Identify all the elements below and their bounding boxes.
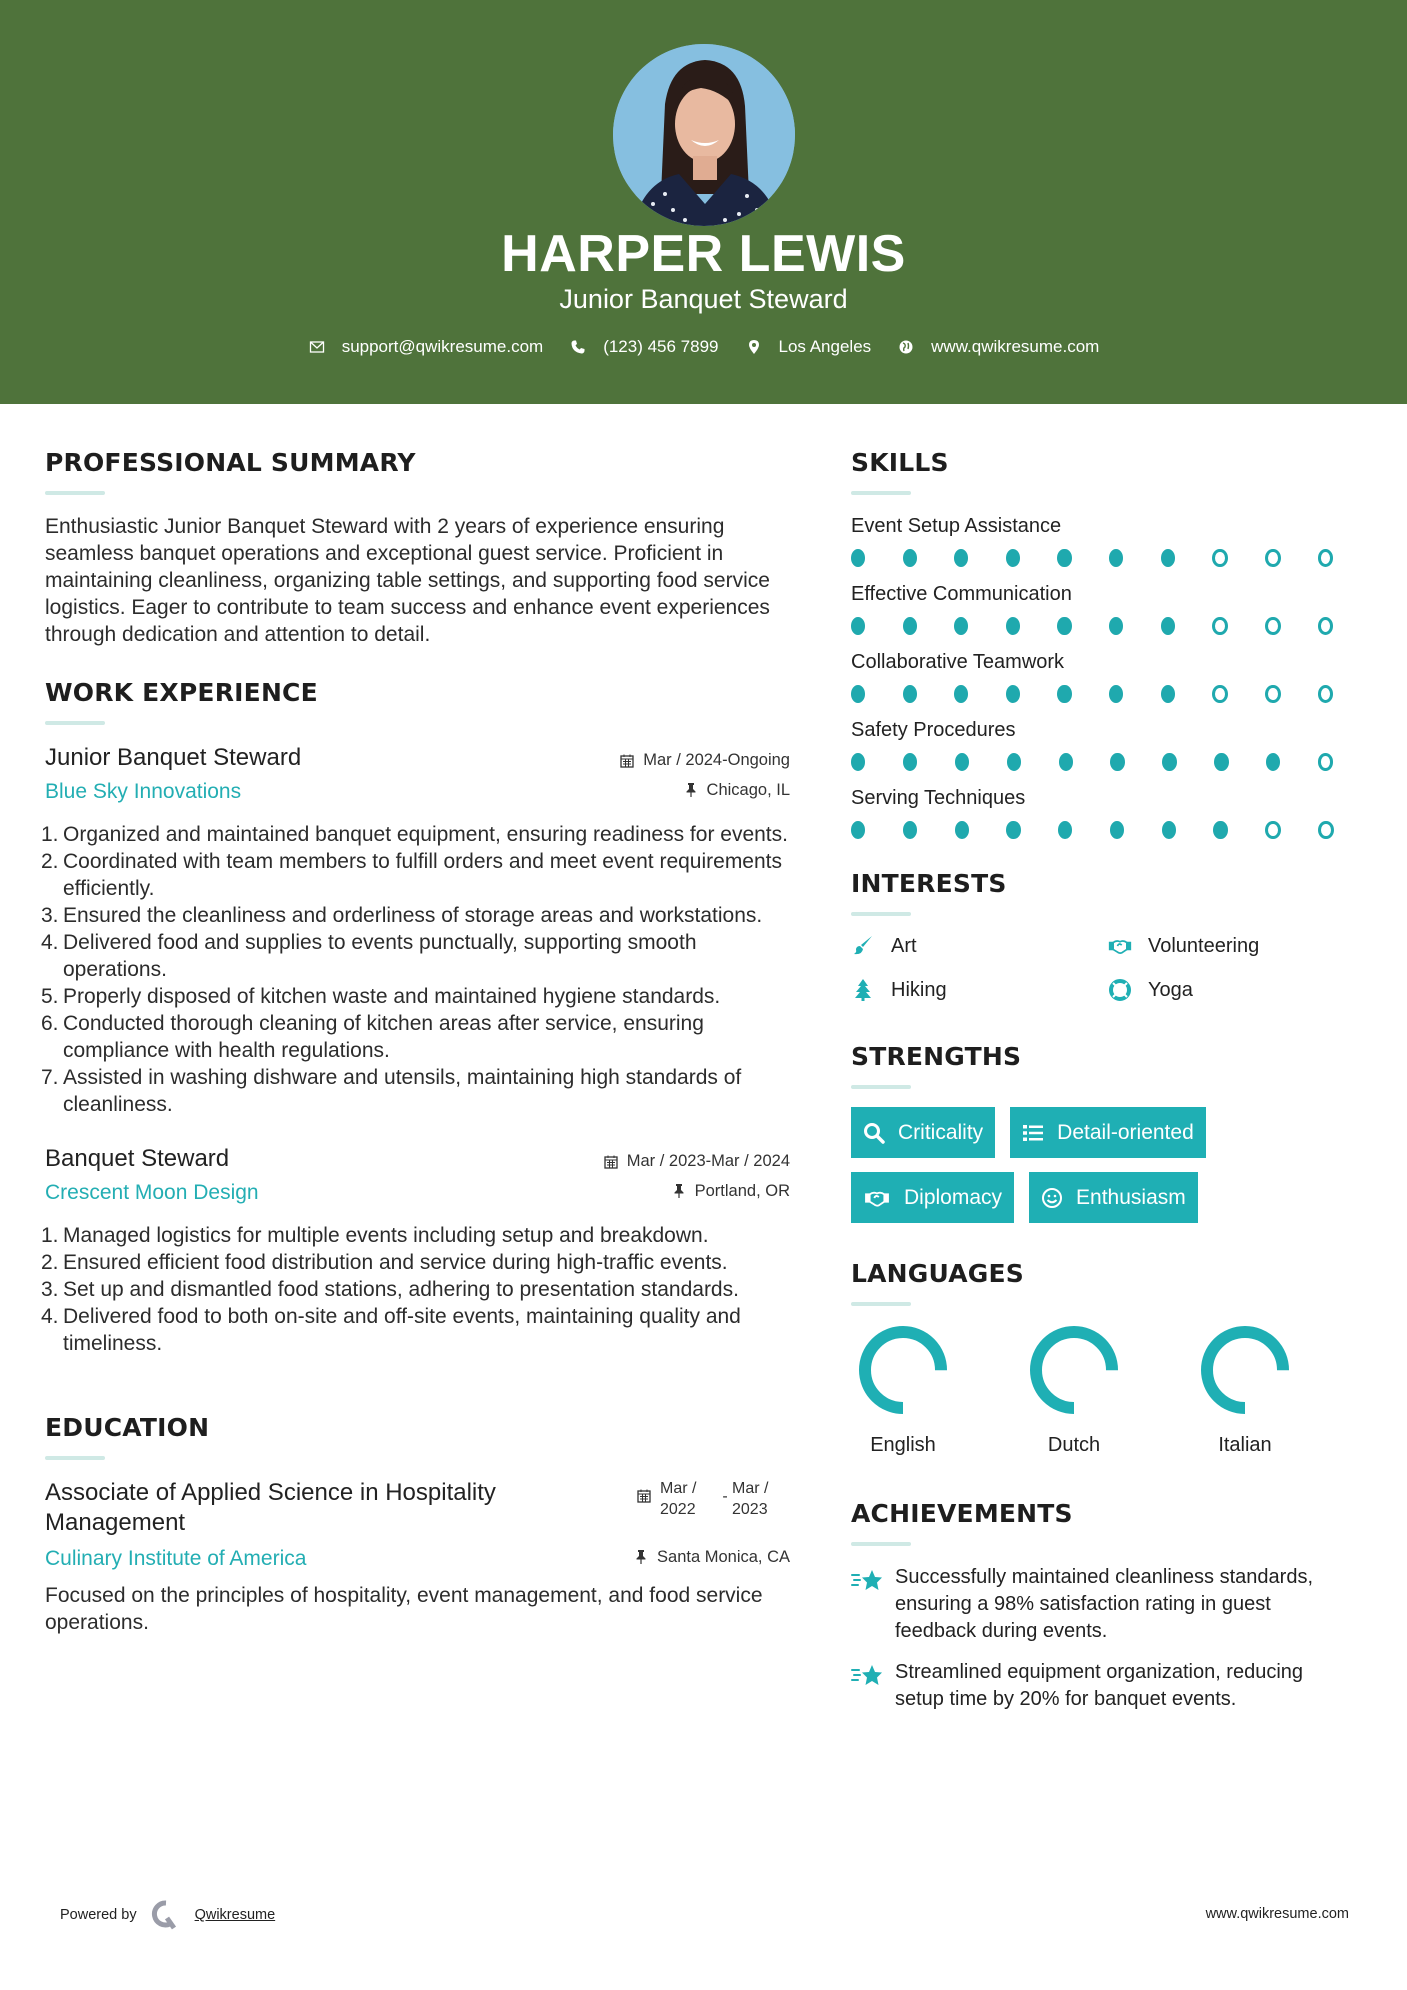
skills-section [851, 448, 1371, 839]
shooting-star-icon [851, 1564, 895, 1645]
pushpin-icon [671, 1183, 687, 1199]
filled-dot-icon [1006, 821, 1020, 839]
life-ring-icon [1108, 978, 1134, 1002]
right-column [851, 448, 1371, 1727]
skill-rating [851, 821, 1371, 839]
bullet-item: 3. Set up and dismantled food stations, adhering to presentation standards. [41, 1278, 739, 1301]
filled-dot-icon [851, 821, 865, 839]
shooting-star-icon [851, 1659, 895, 1713]
skill-name: Collaborative Teamwork [851, 651, 1065, 673]
filled-dot-icon [903, 685, 917, 703]
skill-item [851, 581, 1371, 635]
strength-chip: Enthusiasm [1029, 1172, 1198, 1223]
education-location: Santa Monica, CA [633, 1548, 790, 1567]
resume-header [0, 0, 1407, 404]
filled-dot-icon [903, 753, 917, 771]
empty-dot-icon [1318, 685, 1333, 703]
powered-by: Powered by Qwikresume [60, 1900, 275, 1930]
candidate-name: HARPER LEWIS [501, 225, 906, 283]
empty-dot-icon [1265, 685, 1280, 703]
interest-item: Yoga [1108, 978, 1358, 1002]
section-rule [45, 1456, 105, 1460]
section-heading: EDUCATION [45, 1413, 210, 1442]
filled-dot-icon [1006, 549, 1020, 567]
filled-dot-icon [954, 549, 968, 567]
job-entry [41, 743, 790, 1118]
bullet-item: 7. Assisted in washing dishware and utensils, maintaining high standards of cleanliness. [41, 1066, 742, 1116]
section-rule [45, 491, 105, 495]
filled-dot-icon [1058, 821, 1072, 839]
bullet-item: 2. Coordinated with team members to fulfill orders and meet event requirements efficiently. [41, 850, 783, 900]
education-dates: Mar / 2022 - Mar / 2023 [636, 1478, 790, 1520]
bullet-item: 1. Organized and maintained banquet equipment, ensuring readiness for events. [41, 823, 788, 846]
contact-location-text: Los Angeles [778, 337, 872, 356]
filled-dot-icon [903, 549, 917, 567]
bullet-item: 5. Properly disposed of kitchen waste and maintained hygiene standards. [41, 985, 721, 1008]
filled-dot-icon [1161, 549, 1175, 567]
contact-phone-text: (123) 456 7899 [603, 337, 719, 356]
language-item [1193, 1324, 1364, 1457]
contact-email-text: support@qwikresume.com [341, 337, 544, 356]
empty-dot-icon [1265, 821, 1281, 839]
strengths-section [851, 1042, 1371, 1223]
calendar-icon [636, 1488, 652, 1504]
section-rule [851, 1302, 911, 1306]
filled-dot-icon [1109, 617, 1123, 635]
filled-dot-icon [1161, 617, 1175, 635]
job-title: Banquet Steward [45, 1145, 230, 1172]
filled-dot-icon [1214, 753, 1228, 771]
skill-item [851, 717, 1371, 771]
pushpin-icon [633, 1549, 649, 1565]
empty-dot-icon [1265, 617, 1280, 635]
filled-dot-icon [851, 685, 865, 703]
bullet-item: 1. Managed logistics for multiple events including setup and breakdown. [41, 1224, 709, 1247]
section-heading: PROFESSIONAL SUMMARY [45, 448, 416, 477]
search-icon [863, 1121, 887, 1145]
filled-dot-icon [1006, 685, 1020, 703]
profile-photo-image [613, 44, 795, 226]
filled-dot-icon [851, 617, 865, 635]
filled-dot-icon [954, 617, 968, 635]
interest-item: Hiking [851, 978, 1108, 1002]
qwikresume-link[interactable]: Qwikresume [194, 1907, 276, 1923]
tree-icon [851, 978, 877, 1002]
bullet-item: 4. Delivered food to both on-site and off-site events, maintaining quality and timeliness. [41, 1305, 741, 1355]
language-ring-icon [1028, 1324, 1120, 1416]
filled-dot-icon [1006, 617, 1020, 635]
job-bullets [41, 821, 790, 1118]
section-rule [851, 912, 911, 916]
filled-dot-icon [1007, 753, 1021, 771]
bullet-item: 4. Delivered food and supplies to events punctually, supporting smooth operations. [41, 931, 697, 981]
language-name: Dutch [1047, 1434, 1101, 1456]
skill-rating [851, 685, 1371, 703]
empty-dot-icon [1318, 617, 1333, 635]
filled-dot-icon [1057, 617, 1071, 635]
filled-dot-icon [851, 753, 865, 771]
languages-section [851, 1259, 1371, 1457]
filled-dot-icon [1266, 753, 1280, 771]
empty-dot-icon [1212, 685, 1227, 703]
strength-chip: Criticality [851, 1107, 995, 1158]
filled-dot-icon [1213, 821, 1227, 839]
calendar-icon [619, 753, 635, 769]
school-name: Culinary Institute of America [45, 1547, 307, 1570]
contact-website[interactable] [897, 337, 1099, 357]
filled-dot-icon [1110, 753, 1124, 771]
empty-dot-icon [1318, 549, 1333, 567]
skill-item [851, 785, 1371, 839]
filled-dot-icon [903, 821, 917, 839]
bullet-item: 2. Ensured efficient food distribution and service during high-traffic events. [41, 1251, 728, 1274]
filled-dot-icon [1162, 753, 1176, 771]
strength-chip: Diplomacy [851, 1172, 1014, 1223]
achievements-section [851, 1499, 1371, 1713]
section-rule [851, 1542, 911, 1546]
strength-chip: Detail-oriented [1010, 1107, 1206, 1158]
company-name: Blue Sky Innovations [45, 780, 242, 803]
skill-name: Event Setup Assistance [851, 515, 1062, 537]
list-icon [1022, 1121, 1046, 1145]
section-heading: INTERESTS [851, 869, 1007, 898]
map-marker-icon [745, 338, 763, 356]
filled-dot-icon [903, 617, 917, 635]
filled-dot-icon [1057, 549, 1071, 567]
language-name: Italian [1218, 1434, 1272, 1456]
contact-website-text: www.qwikresume.com [931, 337, 1100, 356]
language-item [1022, 1324, 1193, 1457]
language-name: English [870, 1434, 936, 1456]
skill-name: Serving Techniques [851, 787, 1026, 809]
filled-dot-icon [1057, 685, 1071, 703]
section-heading: WORK EXPERIENCE [45, 678, 318, 707]
section-rule [851, 491, 911, 495]
profile-photo [613, 44, 795, 226]
section-heading: STRENGTHS [851, 1042, 1022, 1071]
skills-list [851, 513, 1371, 839]
skill-rating [851, 549, 1371, 567]
smile-icon [1041, 1186, 1065, 1210]
section-rule [851, 1085, 911, 1089]
left-column [41, 448, 790, 1636]
job-dates: Mar / 2023-Mar / 2024 [603, 1152, 790, 1171]
empty-dot-icon [1212, 617, 1227, 635]
company-name: Crescent Moon Design [45, 1181, 259, 1204]
pushpin-icon [683, 782, 699, 798]
filled-dot-icon [1109, 549, 1123, 567]
filled-dot-icon [955, 821, 969, 839]
filled-dot-icon [1059, 753, 1073, 771]
languages-list [851, 1324, 1371, 1457]
education-description: Focused on the principles of hospitality, event management, and food service operations. [45, 1584, 763, 1634]
section-heading: ACHIEVEMENTS [851, 1499, 1073, 1528]
bullet-item: 3. Ensured the cleanliness and orderliness of storage areas and workstations. [41, 904, 763, 927]
contact-location [745, 337, 872, 357]
language-ring-icon [857, 1324, 949, 1416]
interest-item: Volunteering [1108, 934, 1358, 958]
language-item [851, 1324, 1022, 1457]
skill-item [851, 513, 1371, 567]
contact-email[interactable] [308, 337, 544, 357]
degree-title: Associate of Applied Science in Hospitality Management [45, 1479, 496, 1536]
experience-section [41, 678, 790, 1357]
handshake-icon [863, 1186, 893, 1210]
interests-section [851, 869, 1371, 1002]
filled-dot-icon [954, 685, 968, 703]
section-heading: SKILLS [851, 448, 949, 477]
qwikresume-logo-icon [151, 1900, 181, 1930]
contact-phone[interactable] [569, 337, 718, 357]
paintbrush-icon [851, 934, 877, 958]
filled-dot-icon [1110, 821, 1124, 839]
summary-text: Enthusiastic Junior Banquet Steward with 2 years of experience ensuring seamless banquet operations and exceptional guest service. Proficient in maintaining cleanliness, organizing table settings, and supporting food service logistics. Eager to contribute to team success and enhance event experiences through dedication and attention to detail. [45, 515, 770, 646]
phone-icon [569, 338, 587, 356]
empty-dot-icon [1265, 549, 1280, 567]
empty-dot-icon [1212, 549, 1227, 567]
skill-name: Effective Communication [851, 583, 1072, 605]
empty-dot-icon [1318, 821, 1334, 839]
envelope-icon [308, 338, 326, 356]
contact-bar [0, 337, 1407, 357]
summary-section [45, 448, 790, 648]
empty-dot-icon [1318, 753, 1334, 771]
job-bullets [41, 1222, 790, 1357]
skill-item [851, 649, 1371, 703]
interest-item: Art [851, 934, 1108, 958]
job-dates: Mar / 2024-Ongoing [619, 751, 790, 770]
skill-name: Safety Procedures [851, 719, 1016, 741]
skill-rating [851, 617, 1371, 635]
job-entry [41, 1144, 790, 1357]
bullet-item: 6. Conducted thorough cleaning of kitchen areas after service, ensuring compliance with health regulations. [41, 1012, 704, 1062]
section-rule [45, 721, 105, 725]
handshake-icon [1108, 934, 1134, 958]
filled-dot-icon [851, 549, 865, 567]
filled-dot-icon [955, 753, 969, 771]
skill-rating [851, 753, 1371, 771]
calendar-icon [603, 1154, 619, 1170]
candidate-title: Junior Banquet Steward [559, 284, 848, 314]
footer-website[interactable]: www.qwikresume.com [1205, 1906, 1349, 1922]
achievement-item: Streamlined equipment organization, reducing setup time by 20% for banquet events. [851, 1659, 1371, 1713]
globe-icon [897, 338, 915, 356]
education-section [45, 1413, 790, 1636]
section-heading: LANGUAGES [851, 1259, 1025, 1288]
filled-dot-icon [1162, 821, 1176, 839]
filled-dot-icon [1109, 685, 1123, 703]
job-title: Junior Banquet Steward [45, 744, 302, 771]
language-ring-icon [1199, 1324, 1291, 1416]
filled-dot-icon [1161, 685, 1175, 703]
achievement-item: Successfully maintained cleanliness standards, ensuring a 98% satisfaction rating in guest feedback during events. [851, 1564, 1371, 1645]
job-location: Chicago, IL [683, 781, 790, 800]
job-location: Portland, OR [671, 1182, 790, 1201]
